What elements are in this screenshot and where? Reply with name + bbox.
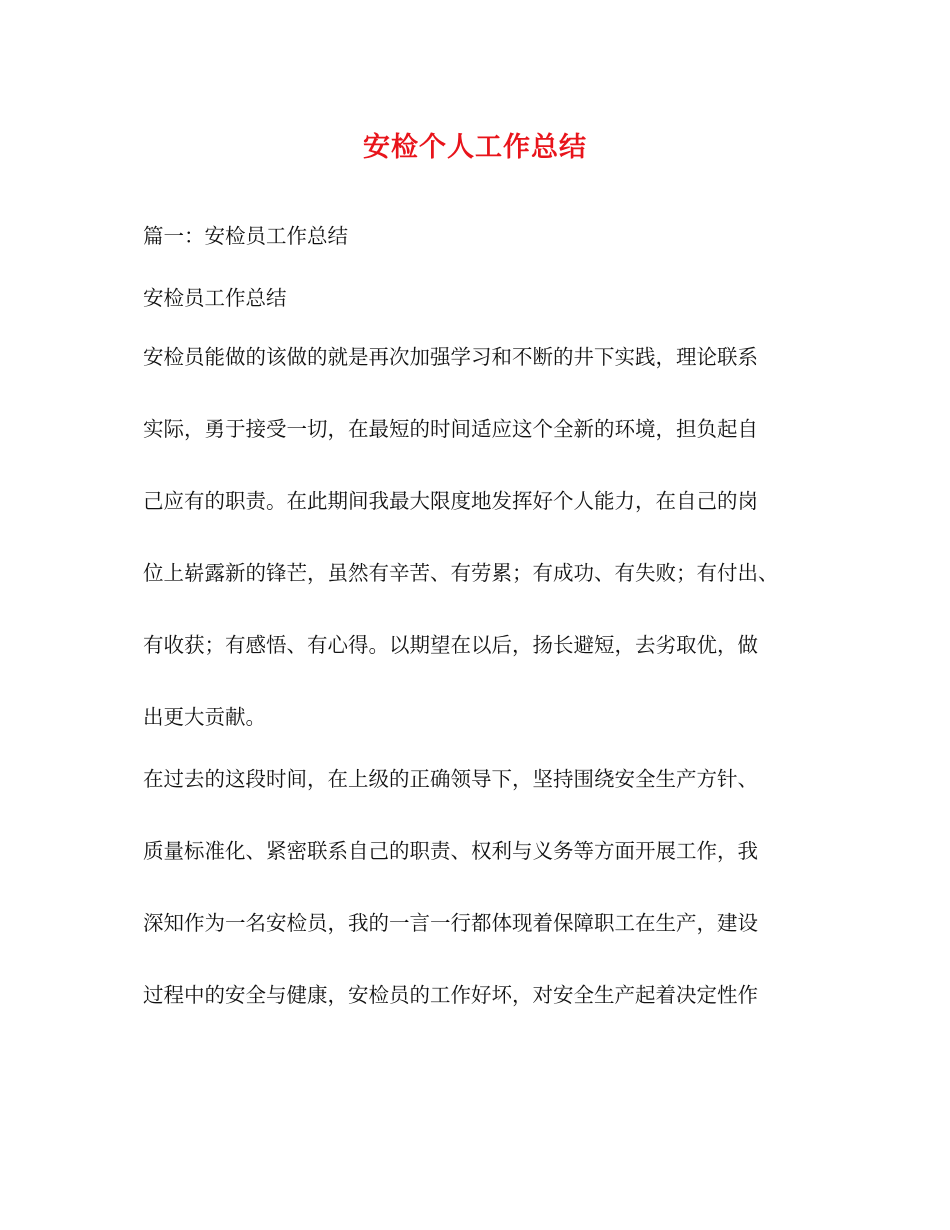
paragraph-line: 在过去的这段时间，在上级的正确领导下，坚持围绕安全生产方针、: [143, 767, 758, 791]
paragraph-line: 位上崭露新的锋芒，虽然有辛苦、有劳累；有成功、有失败；有付出、: [143, 561, 779, 585]
paragraph-line: 深知作为一名安检员，我的一言一行都体现着保障职工在生产，建设: [143, 911, 758, 935]
subheading: 安检员工作总结: [143, 286, 287, 310]
section-heading: 篇一：安检员工作总结: [143, 224, 348, 248]
paragraph-line: 安检员能做的该做的就是再次加强学习和不断的井下实践，理论联系: [143, 345, 758, 369]
paragraph-line: 出更大贡献。: [143, 705, 266, 729]
paragraph-line: 有收获；有感悟、有心得。以期望在以后，扬长避短，去劣取优，做: [143, 633, 758, 657]
paragraph-line: 过程中的安全与健康，安检员的工作好坏，对安全生产起着决定性作: [143, 983, 758, 1007]
paragraph-line: 实际，勇于接受一切，在最短的时间适应这个全新的环境，担负起自: [143, 417, 758, 441]
paragraph-line: 质量标准化、紧密联系自己的职责、权利与义务等方面开展工作，我: [143, 839, 758, 863]
paragraph-line: 己应有的职责。在此期间我最大限度地发挥好个人能力，在自己的岗: [143, 489, 758, 513]
document-title: 安检个人工作总结: [363, 132, 587, 163]
